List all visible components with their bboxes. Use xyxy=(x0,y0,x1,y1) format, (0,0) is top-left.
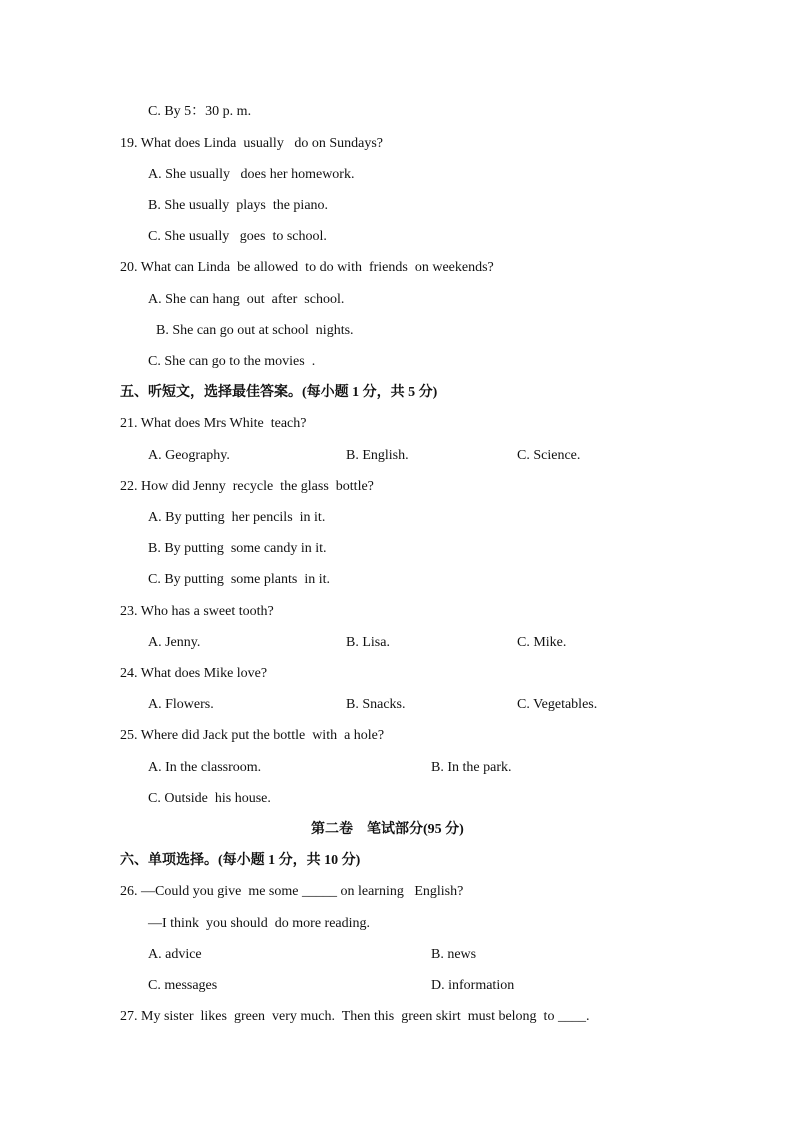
option-26b: B. news xyxy=(431,947,477,962)
option-25a: A. In the classroom. xyxy=(148,760,262,775)
question-24: 24. What does Mike love? xyxy=(120,666,268,681)
option-24c: C. Vegetables. xyxy=(517,697,598,712)
section-6-heading: 六、单项选择。(每小题 1 分，共 10 分) xyxy=(120,853,361,868)
option-22b: B. By putting some candy in it. xyxy=(148,541,327,556)
option-19c: C. She usually goes to school. xyxy=(148,229,327,244)
question-21: 21. What does Mrs White teach? xyxy=(120,416,307,431)
option-19a: A. She usually does her homework. xyxy=(148,167,355,182)
option-19b: B. She usually plays the piano. xyxy=(148,198,329,213)
option-25c: C. Outside his house. xyxy=(148,791,271,806)
question-19: 19. What does Linda usually do on Sundays? xyxy=(120,136,383,151)
option-23a: A. Jenny. xyxy=(148,635,201,650)
option-26a: A. advice xyxy=(148,947,202,962)
option-26d: D. information xyxy=(431,978,515,993)
option-22a: A. By putting her pencils in it. xyxy=(148,510,326,525)
question-26-reply: —I think you should do more reading. xyxy=(148,916,371,931)
option-21a: A. Geography. xyxy=(148,448,230,463)
part-2-heading: 第二卷 笔试部分(95 分) xyxy=(311,822,464,837)
option-18c: C. By 5：30 p. m. xyxy=(148,104,252,119)
option-25b: B. In the park. xyxy=(431,760,512,775)
option-20b: B. She can go out at school nights. xyxy=(156,323,354,338)
option-23b: B. Lisa. xyxy=(346,635,390,650)
question-22: 22. How did Jenny recycle the glass bottle? xyxy=(120,479,374,494)
section-5-heading: 五、听短文，选择最佳答案。(每小题 1 分，共 5 分) xyxy=(120,385,438,400)
option-21b: B. English. xyxy=(346,448,409,463)
option-22c: C. By putting some plants in it. xyxy=(148,572,331,587)
question-27: 27. My sister likes green very much. Then this green skirt must belong to ____. xyxy=(120,1009,590,1024)
question-26: 26. —Could you give me some _____ on learning English? xyxy=(120,884,464,899)
question-23: 23. Who has a sweet tooth? xyxy=(120,604,274,619)
question-20: 20. What can Linda be allowed to do with friends on weekends? xyxy=(120,260,494,275)
question-25: 25. Where did Jack put the bottle with a hole? xyxy=(120,728,385,743)
option-20c: C. She can go to the movies . xyxy=(148,354,316,369)
option-26c: C. messages xyxy=(148,978,218,993)
option-23c: C. Mike. xyxy=(517,635,567,650)
option-21c: C. Science. xyxy=(517,448,581,463)
option-20a: A. She can hang out after school. xyxy=(148,292,345,307)
option-24a: A. Flowers. xyxy=(148,697,214,712)
option-24b: B. Snacks. xyxy=(346,697,406,712)
